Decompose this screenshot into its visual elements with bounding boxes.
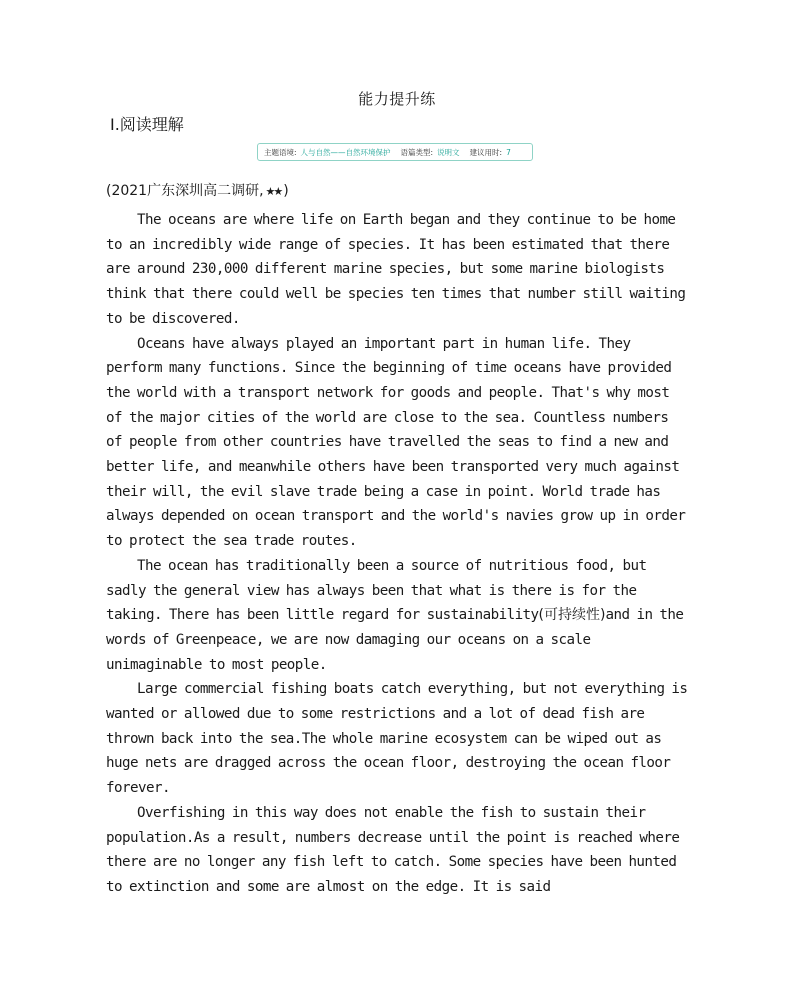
reading-passage <box>106 208 690 900</box>
paragraph-3-after: and in the words of Greenpeace, we are now damaging our oceans on a scale unimaginable to most people. <box>106 607 684 673</box>
source-line <box>106 180 289 200</box>
theme-value: 人与自然——自然环境保护 <box>300 147 391 157</box>
sustainability-gloss: (可持续性) <box>538 607 606 624</box>
paragraph-1: The oceans are where life on Earth began and they continue to be home to an incredibly wide range of species. It has been estimated that there are around 230,000 different marine species, but some marine biologists think that there could well be species ten times that number still waiting to be discovered. <box>106 212 686 327</box>
genre-key: 语篇类型: <box>400 147 434 157</box>
paragraph-3-before: The ocean has traditionally been a source of nutritious food, but sadly the general view has always been that what is there is for the taking. There has been little regard for sustainability <box>106 557 647 624</box>
section-heading: Ⅰ.阅读理解 <box>110 115 184 134</box>
time-value: 7 <box>506 147 511 157</box>
theme-key: 主题语境: <box>264 147 297 157</box>
paragraph-2: Oceans have always played an important part in human life. They perform many functions. Since the beginning of time oceans have provided the world with a transport network for goods and people. That's why most of the major cities of the world are close to the sea. Countless numbers of people from other countries have travelled the seas to find a new and better life, and meanwhile others have been transported very much against their will, the evil slave trade being a case in point. World trade has always depended on ocean transport and the world's navies grow up in order to protect the sea trade routes. <box>106 335 686 550</box>
source-close: ) <box>283 183 289 199</box>
source-text: (2021广东深圳高二调研, <box>106 183 264 199</box>
paragraph-4: Large commercial fishing boats catch everything, but not everything is wanted or allowed due to some restrictions and a lot of dead fish are thrown back into the sea.The whole marine ecosystem can be wiped out as huge nets are dragged across the ocean floor, destroying the ocean floor forever. <box>106 681 688 797</box>
paragraph-3 <box>106 554 690 678</box>
difficulty-stars-icon: ★★ <box>265 185 282 198</box>
context-tag-box <box>257 143 533 161</box>
page-title: 能力提升练 <box>358 90 436 108</box>
time-key: 建议用时: <box>469 147 503 157</box>
paragraph-5: Overfishing in this way does not enable the fish to sustain their population.As a result, numbers decrease until the point is reached where there are no longer any fish left to catch. Some species have been hunted to extinction and some are almost on the edge. It is said <box>106 804 680 895</box>
genre-value: 说明文 <box>437 147 460 157</box>
